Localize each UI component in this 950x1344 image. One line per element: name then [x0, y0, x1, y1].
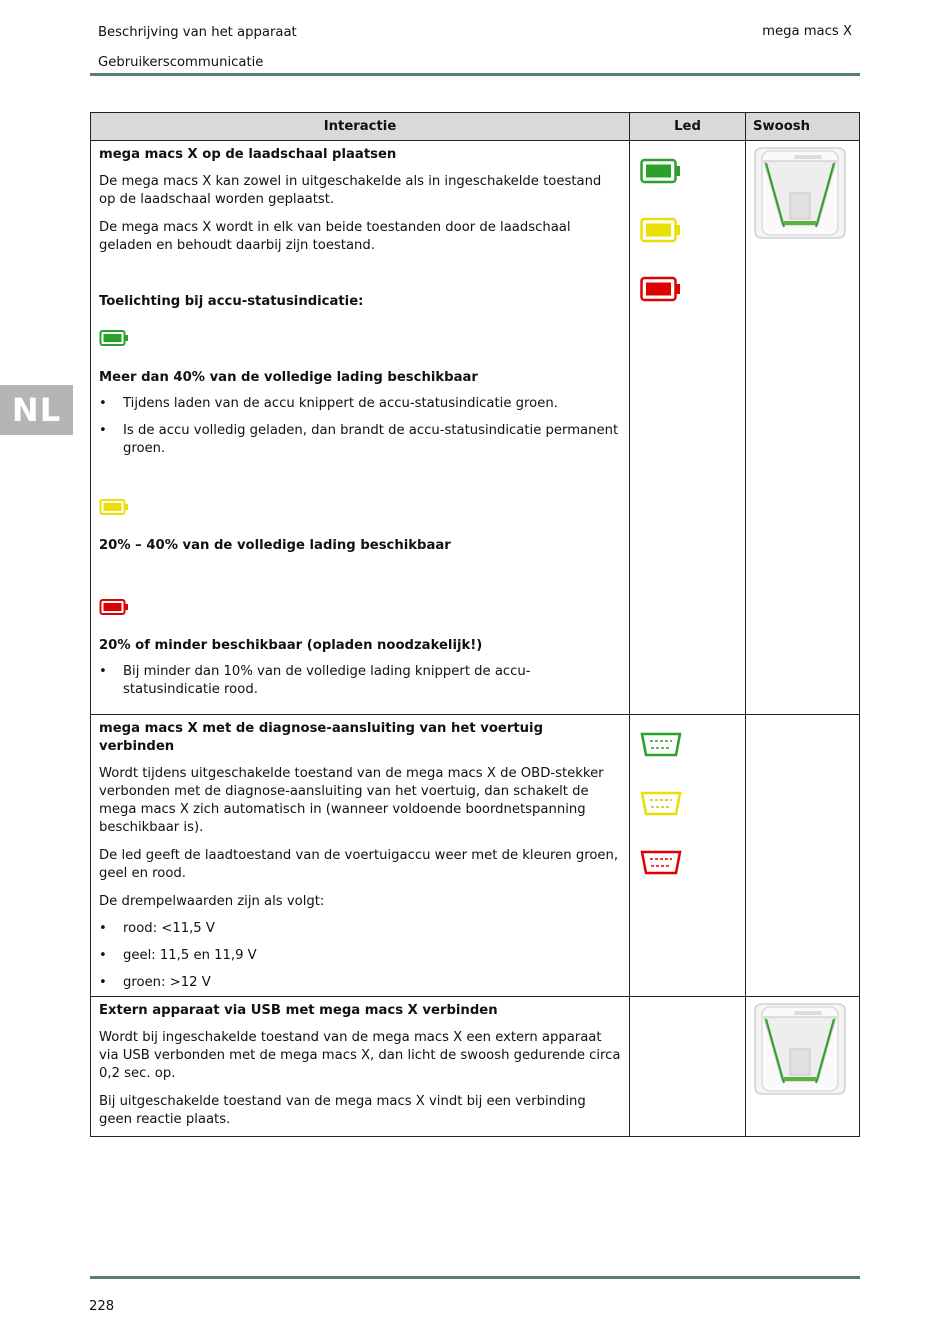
status-green-list	[99, 395, 621, 458]
led-cell	[630, 715, 746, 997]
header-section: Beschrijving van het apparaat	[98, 25, 297, 40]
row-title: mega macs X met de diagnose-aansluiting van het voertuig verbinden	[99, 721, 544, 754]
interactie-cell	[91, 715, 630, 997]
table-row	[91, 141, 860, 715]
swoosh-cell	[746, 997, 860, 1137]
column-header-interactie: Interactie	[91, 113, 630, 141]
paragraph: Bij uitgeschakelde toestand van de mega macs X vindt bij een verbinding geen reactie plaats.	[99, 1094, 586, 1127]
list-item: • geel: 11,5 en 11,9 V	[99, 947, 621, 965]
list-item: • Bij minder dan 10% van de volledige lading knippert de accu-statusindicatie rood.	[99, 663, 621, 699]
table-row	[91, 997, 860, 1137]
column-header-swoosh: Swoosh	[746, 113, 860, 141]
status-green-title: Meer dan 40% van de volledige lading beschikbaar	[99, 370, 478, 385]
row-title: mega macs X op de laadschaal plaatsen	[99, 147, 397, 162]
list-item: • groen: >12 V	[99, 974, 621, 992]
legend-title: Toelichting bij accu-statusindicatie:	[99, 294, 364, 309]
led-cell	[630, 141, 746, 715]
list-item: • Tijdens laden van de accu knippert de accu-statusindicatie groen.	[99, 395, 621, 413]
battery-green-icon	[99, 329, 621, 349]
swoosh-device-icon	[754, 147, 846, 239]
footer-divider	[90, 1276, 860, 1279]
table-row	[91, 715, 860, 997]
obd-connector-icon	[640, 790, 682, 818]
battery-red-icon	[640, 276, 682, 302]
obd-connector-icon	[640, 731, 682, 759]
header-product: mega macs X	[762, 24, 852, 39]
page-number: 228	[89, 1299, 115, 1314]
row-title: Extern apparaat via USB met mega macs X verbinden	[99, 1003, 498, 1018]
swoosh-cell	[746, 141, 860, 715]
interaction-table	[90, 112, 860, 1137]
status-red-title: 20% of minder beschikbaar (opladen noodzakelijk!)	[99, 638, 483, 653]
battery-yellow-icon	[99, 498, 621, 518]
interactie-cell	[91, 997, 630, 1137]
paragraph: De mega macs X kan zowel in uitgeschakelde als in ingeschakelde toestand op de laadschaal worden geplaatst.	[99, 174, 602, 207]
threshold-list	[99, 920, 621, 992]
header-divider	[90, 73, 860, 76]
list-item: • Is de accu volledig geladen, dan brandt de accu-statusindicatie permanent groen.	[99, 422, 621, 458]
led-cell	[630, 997, 746, 1137]
battery-green-icon	[640, 158, 682, 184]
language-tab: NL	[0, 385, 73, 435]
battery-yellow-icon	[640, 217, 682, 243]
swoosh-cell	[746, 715, 860, 997]
paragraph: De led geeft de laadtoestand van de voertuigaccu weer met de kleuren groen, geel en rood.	[99, 848, 619, 881]
status-red-list	[99, 663, 621, 699]
obd-connector-icon	[640, 849, 682, 877]
column-header-led: Led	[630, 113, 746, 141]
list-item: • rood: <11,5 V	[99, 920, 621, 938]
swoosh-device-icon	[754, 1003, 846, 1095]
status-yellow-title: 20% – 40% van de volledige lading beschikbaar	[99, 538, 451, 553]
paragraph: Wordt tijdens uitgeschakelde toestand van de mega macs X de OBD-stekker verbonden met de diagnose-aansluiting van het voertuig, dan schakelt de mega macs X zich automatisch in (wanneer voldoende boordnetspanning beschikbaar is).	[99, 766, 604, 835]
interactie-cell	[91, 141, 630, 715]
paragraph: De mega macs X wordt in elk van beide toestanden door de laadschaal geladen en behoudt daarbij zijn toestand.	[99, 220, 571, 253]
paragraph: De drempelwaarden zijn als volgt:	[99, 894, 325, 909]
paragraph: Wordt bij ingeschakelde toestand van de mega macs X een extern apparaat via USB verbonden met de mega macs X, dan licht de swoosh gedurende circa 0,2 sec. op.	[99, 1030, 621, 1081]
header-subsection: Gebruikerscommunicatie	[98, 55, 264, 70]
battery-red-icon	[99, 598, 621, 618]
